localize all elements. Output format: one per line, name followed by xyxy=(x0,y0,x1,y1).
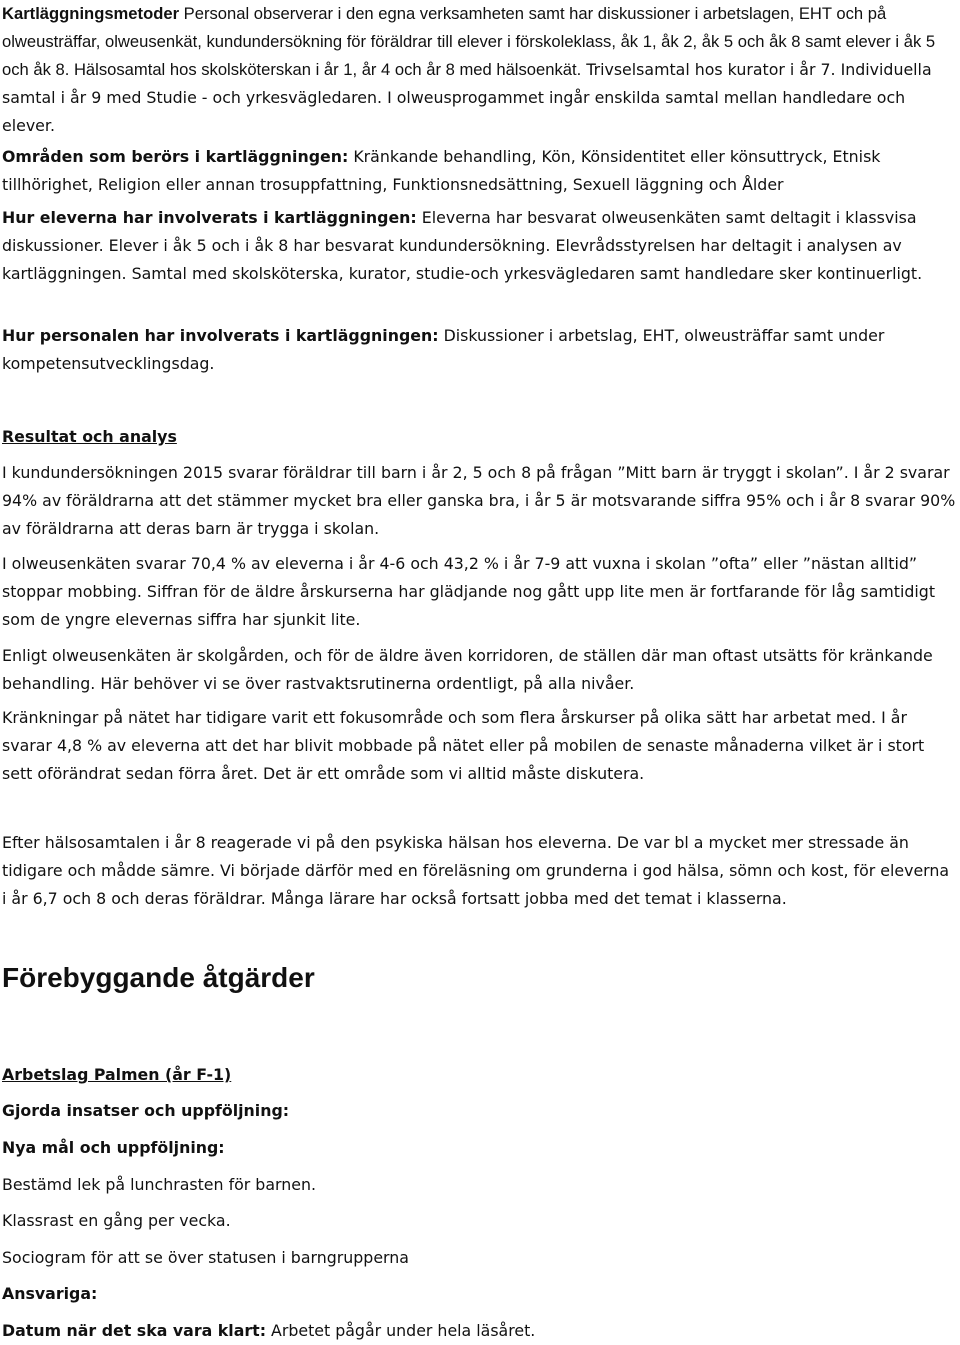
kartlaggningsmetoder-text-cont: Trivselsamtal hos kurator i år 7. Individuella samtal i år 9 med Studie - och yrkesvägledaren. I olweusprogammet ingår enskilda samtal mellan handledare och elever. xyxy=(2,60,932,135)
list-item-sociogram: Sociogram för att se över statusen i barngrupperna xyxy=(2,1248,409,1267)
resultat-paragraph-5: Efter hälsosamtalen i år 8 reagerade vi på den psykiska hälsan hos eleverna. De var bl a mycket mer stressade än tidigare och mådde sämre. Vi började därför med en föreläsning om grunderna i god hälsa, sömn och kost, för eleverna i år 6,7 och 8 och deras föräldrar. Många lärare har också fortsatt jobba med det temat i klasserna. xyxy=(2,833,950,908)
resultat-paragraph-2: I olweusenkäten svarar 70,4 % av eleverna i år 4-6 och 43,2 % i år 7-9 att vuxna i skolan ”ofta” eller ”nästan alltid” stoppar mobbing. Siffran för de äldre årskurserna har glädjande nog gått upp lite men är fortfarande för låg samtidigt som de yngre elevernas siffra har sjunkit lite. xyxy=(2,554,936,629)
resultat-heading: Resultat och analys xyxy=(2,427,177,446)
omraden-text: Kränkande behandling, Kön, Könsidentitet eller könsuttryck, Etnisk tillhörighet, Religion eller annan trosuppfattning, Funktionsnedsättning, Sexuell läggning och Ålder xyxy=(2,147,881,194)
personal-involverade-text: Diskussioner i arbetslag, EHT, olweusträffar samt under kompetensutvecklingsdag. xyxy=(2,326,885,373)
datum-paragraph xyxy=(2,1317,535,1345)
kartlaggningsmetoder-paragraph xyxy=(2,0,956,140)
gjorda-insatser-label: Gjorda insatser och uppföljning: xyxy=(2,1101,290,1120)
personal-involverade-paragraph xyxy=(2,322,956,378)
nya-mal-label: Nya mål och uppföljning: xyxy=(2,1138,225,1157)
resultat-paragraph-3: Enligt olweusenkäten är skolgården, och för de äldre även korridoren, de ställen där man oftast utsätts för kränkande behandling. Här behöver vi se över rastvaktsrutinerna ordentligt, på alla nivåer. xyxy=(2,646,933,693)
datum-label: Datum när det ska vara klart: xyxy=(2,1321,267,1340)
forebyggande-heading: Förebyggande åtgärder xyxy=(2,962,315,993)
kartlaggningsmetoder-label: Kartläggningsmetoder xyxy=(2,4,180,23)
list-item-klassrast: Klassrast en gång per vecka. xyxy=(2,1211,231,1230)
kartlaggningsmetoder-text: Personal observerar i den egna verksamheten samt har diskussioner i arbetslagen, EHT och på olweusträffar, olweusenkät, kundundersökning för föräldrar till elever i förskoleklass, åk 1, åk 2, åk 5 och åk 8 samt elever i åk 5 och åk 8. Hälsosamtal hos skolsköterskan i år 1, år 4 och år 8 med hälsoenkät. xyxy=(2,4,936,79)
ansvariga-label: Ansvariga: xyxy=(2,1284,98,1303)
resultat-paragraph-1: I kundundersökningen 2015 svarar föräldrar till barn i år 2, 5 och 8 på frågan ”Mitt barn är tryggt i skolan”. I år 2 svarar 94% av föräldrarna att det stämmer mycket bra eller ganska bra, i år 5 är motsvarande siffra 95% och i år 8 svarar 90% av föräldrarna att deras barn är trygga i skolan. xyxy=(2,463,956,538)
resultat-paragraph-4: Kränkningar på nätet har tidigare varit ett fokusområde och som flera årskurser på olika sätt har arbetat med. I år svarar 4,8 % av eleverna att det har blivit mobbade på nätet eller på mobilen de senaste månaderna vilket är i stort sett oförändrat sedan förra året. Det är ett område som vi alltid måste diskutera. xyxy=(2,708,925,783)
personal-involverade-label: Hur personalen har involverats i kartläggningen: xyxy=(2,326,439,345)
elever-involverade-label: Hur eleverna har involverats i kartläggningen: xyxy=(2,208,417,227)
omraden-paragraph xyxy=(2,143,956,199)
elever-involverade-paragraph xyxy=(2,204,956,288)
list-item-lek: Bestämd lek på lunchrasten för barnen. xyxy=(2,1175,316,1194)
arbetslag-palmen-heading: Arbetslag Palmen (år F-1) xyxy=(2,1065,232,1084)
omraden-label: Områden som berörs i kartläggningen: xyxy=(2,147,349,166)
datum-value: Arbetet pågår under hela läsåret. xyxy=(266,1321,536,1340)
elever-involverade-text: Eleverna har besvarat olweusenkäten samt deltagit i klassvisa diskussioner. Elever i åk 5 och i åk 8 har besvarat kundundersökning. Elevrådsstyrelsen har deltagit i analysen av kartläggningen. Samtal med skolsköterska, kurator, studie-och yrkesvägledaren samt handledare sker kontinuerligt. xyxy=(2,208,923,283)
